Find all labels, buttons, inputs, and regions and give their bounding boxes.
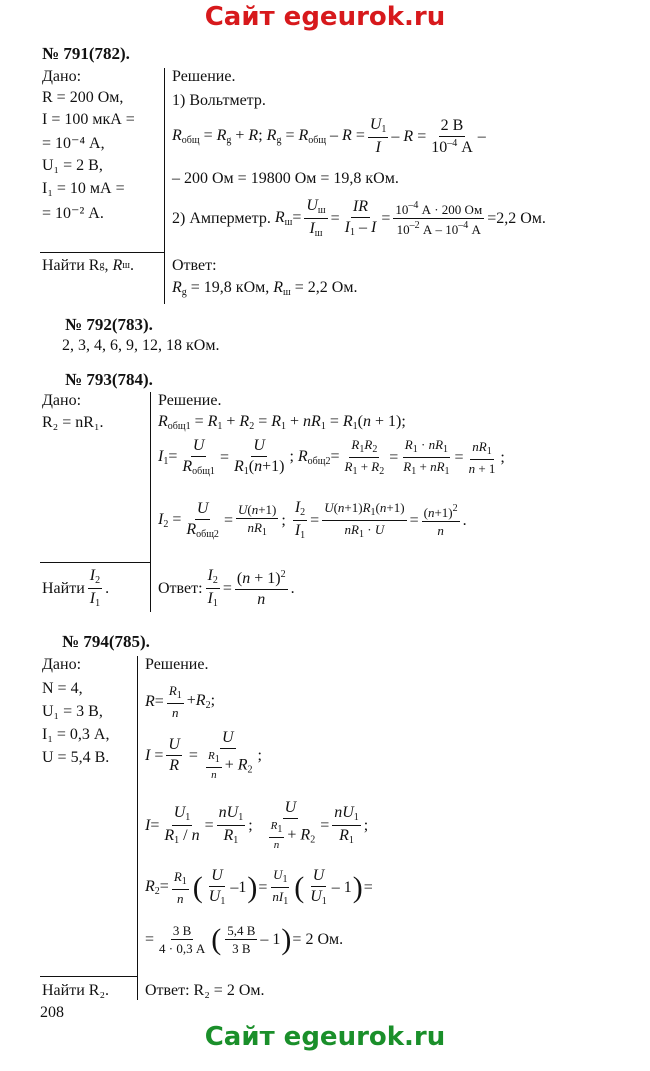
formula-voltmeter: $R_{общ} = R_g + R$; $R_g = R_{общ} - R$ = $\frac{U_1}{I}$ – R = $\frac{2 В}{10^{-4} А}$ –: [172, 116, 486, 156]
answer-793: Ответ: $\frac{I_2}{I_1}$ = $\frac{(n + 1)^2}{n}$ .: [158, 567, 295, 609]
problem-791-dano: Дано:: [42, 68, 82, 85]
formula-i: I = $\frac{U}{R}$ = U $\frac{R_1}{n}$ + $R_2$ ;: [145, 729, 262, 781]
given-line: R₂ = nR₁.: [42, 414, 104, 431]
divider-horizontal: [40, 252, 164, 253]
given-line: = 10⁻⁴ А,: [42, 135, 105, 152]
page-number: 208: [40, 1004, 64, 1021]
problem-792-answer: 2, 3, 4, 6, 9, 12, 18 кОм.: [62, 337, 220, 354]
find-label: Найти R₂.: [42, 982, 110, 999]
formula-ammeter: 2) Амперметр. $R_ш=$ $\frac{U_ш}{I_ш}$ = $\frac{IR}{I_1 - I}$ = $\frac{10^{-4} А \cdot 200 Ом}{10^{-2} А - 10^{-4} А}$ =2,2 Ом.: [172, 197, 546, 239]
solution-label: Решение.: [145, 656, 209, 673]
given-line: N = 4,: [42, 680, 83, 697]
answer-791: $R_g = 19,8$ кОм, $R_ш = 2,2$ Ом.: [172, 279, 358, 298]
solution-label: Решение.: [172, 68, 236, 85]
solution-step: 1) Вольтметр.: [172, 92, 266, 109]
formula-r-total-1: $R_{общ1} = R_1 + R_2 = R_1 + nR_1 = R_1(n + 1)$;: [158, 413, 406, 432]
formula-r: R= $\frac{R_1}{n}$ $+R_2$;: [145, 683, 216, 720]
given-line: R = 200 Ом,: [42, 89, 124, 106]
divider-vertical: [137, 656, 138, 1000]
given-line: = 10⁻² А.: [42, 205, 104, 222]
problem-792-header: № 792(783).: [65, 315, 153, 334]
site-watermark-top: Сайт egeurok.ru: [204, 2, 446, 32]
divider-vertical: [150, 392, 151, 612]
given-line: U₁ = 3 В,: [42, 703, 103, 720]
find-label: Найти R g , R ш .: [42, 257, 134, 274]
problem-794-header: № 794(785).: [62, 632, 150, 651]
problem-793-dano: Дано:: [42, 392, 82, 409]
answer-label: Ответ:: [158, 579, 203, 597]
answer-label: Ответ:: [172, 257, 217, 274]
formula-voltmeter-result: – 200 Ом = 19800 Ом = 19,8 кОм.: [172, 170, 399, 187]
given-line: U = 5,4 В.: [42, 749, 110, 766]
find-label: Найти $\frac{I_2}{I_1}$ .: [42, 567, 110, 609]
divider-vertical: [164, 68, 165, 304]
formula-r2-numeric: = $\frac{3 В}{4 \cdot 0,3 А}$ ( $\frac{5,4 В}{3 В}$ – 1 ) = 2 Ом.: [145, 922, 344, 956]
divider-horizontal: [40, 562, 150, 563]
given-line: I₁ = 0,3 А,: [42, 726, 110, 743]
solution-label: Решение.: [158, 392, 222, 409]
formula-i-relations: I= $\frac{U_1}{R_1 / n}$ = $\frac{nU_1}{R_1}$ ; U $\frac{R_1}{n}$ + $R_2$ = $\frac{nU_1}{R_1}$ ;: [145, 799, 369, 851]
solution-step: 2) Амперметр.: [172, 209, 271, 227]
formula-currents-2: $I_2$ = $\frac{U}{R_{общ2}}$ = $\frac{U(n+1)}{nR_1}$ ; $\frac{I_2}{I_1}$ = $\frac{U(n+1)R_1(n+1)}{nR_1 \cdot U}$ = $\frac{(n+1)^2}{n}$ .: [158, 499, 467, 541]
formula-currents-1: $I_1=$ $\frac{U}{R_{общ1}}$ = $\frac{U}{R_1(n+1)}$ ; $R_{общ2}=$ $\frac{R_1R_2}{R_1 + R_2}$ = $\frac{R_1 \cdot nR_1}{R_1 + nR_1}$ = $\frac{nR_1}{n + 1}$ ;: [158, 437, 505, 477]
site-watermark-bottom: Сайт egeurok.ru: [204, 1022, 446, 1052]
given-line: U₁ = 2 В,: [42, 157, 103, 174]
answer-794: Ответ: R₂ = 2 Ом.: [145, 982, 265, 999]
problem-793-header: № 793(784).: [65, 370, 153, 389]
problem-791-header: № 791(782).: [42, 44, 130, 63]
problem-794-dano: Дано:: [42, 656, 82, 673]
given-line: I₁ = 10 мА =: [42, 180, 125, 197]
divider-horizontal: [40, 976, 137, 977]
formula-r2: $R_2=$ $\frac{R_1}{n}$ ( $\frac{U}{U_1}$ –1 ) = $\frac{U_1}{nI_1}$ ( $\frac{U}{U_1}$ – 1 ) =: [145, 867, 373, 907]
given-line: I = 100 мкА =: [42, 111, 135, 128]
